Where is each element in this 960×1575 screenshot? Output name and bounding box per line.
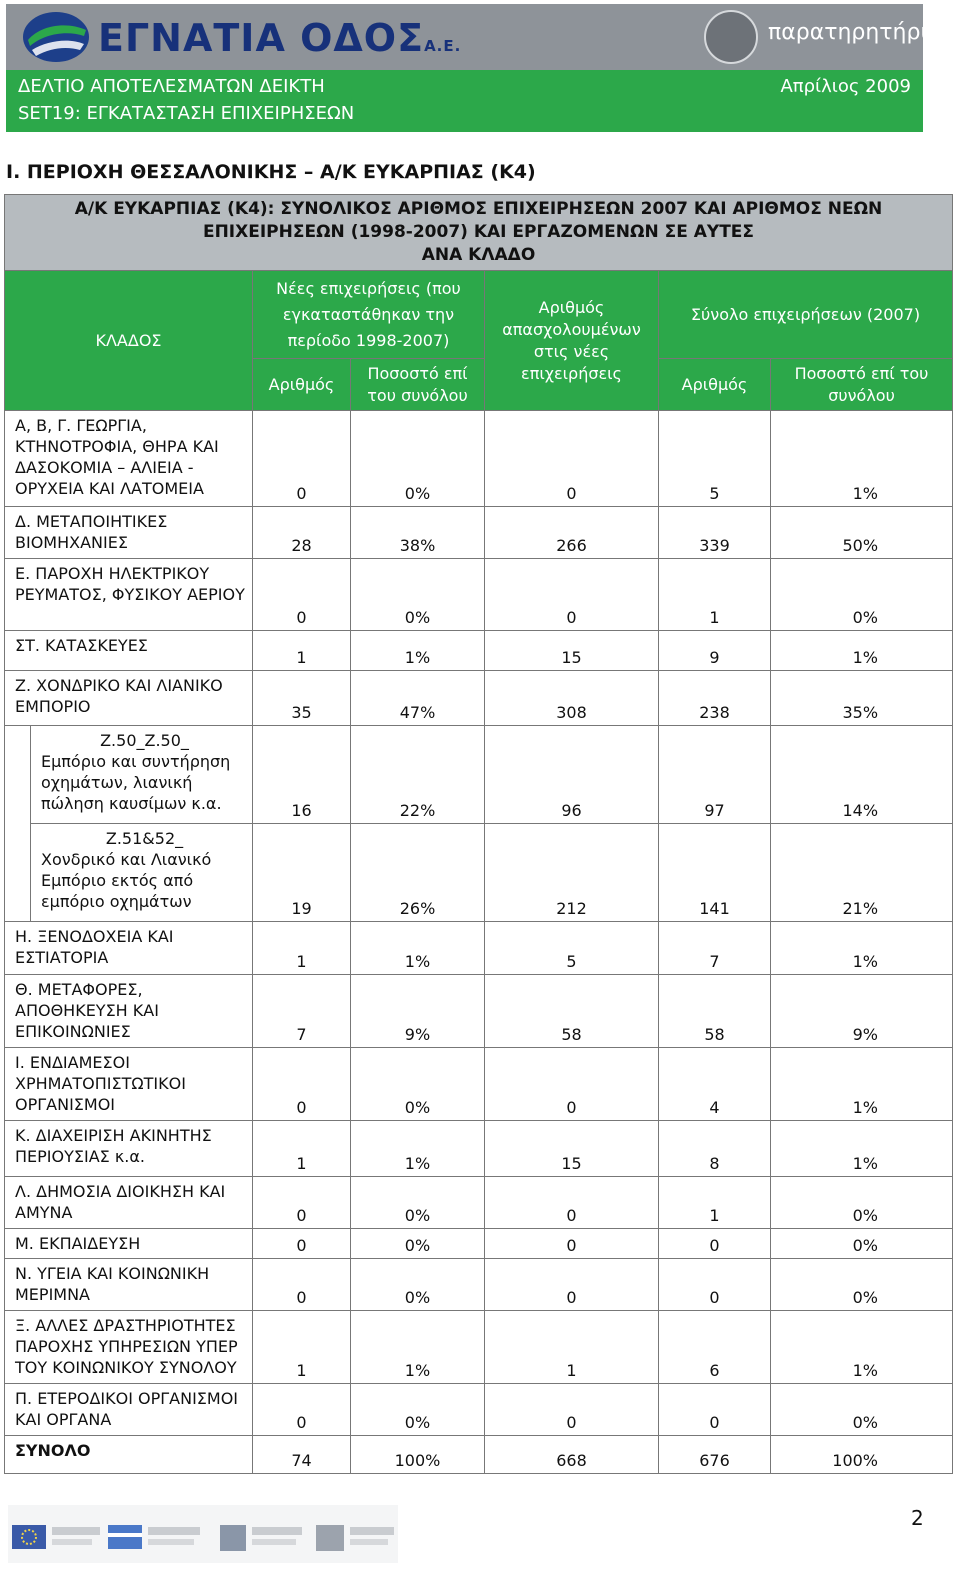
funding-logos-icon [8, 1503, 398, 1565]
table-row [5, 922, 953, 975]
cell-new-number: 1 [253, 631, 351, 671]
cell-employees: 212 [485, 824, 659, 922]
cell-new-number: 1 [253, 1311, 351, 1384]
cell-new-number: 0 [253, 1259, 351, 1311]
table-row [5, 411, 953, 507]
header-banner [6, 4, 942, 132]
section-title: I. ΠΕΡΙΟΧΗ ΘΕΣΣΑΛΟΝΙΚΗΣ – Α/Κ ΕΥΚΑΡΠΙΑΣ (Κ4) [6, 161, 536, 183]
table-row [5, 1048, 953, 1121]
cell-employees: 0 [485, 1384, 659, 1436]
cell-total-share: 1% [771, 1311, 953, 1384]
cell-new-share: 0% [351, 1177, 485, 1229]
observatory-label: παρατηρητήριο [768, 20, 942, 45]
header-employees: Αριθμός απασχολουμένων στις νέες επιχειρήσεις [485, 271, 659, 411]
table-row [5, 824, 953, 922]
cell-new-number: 0 [253, 411, 351, 507]
cell-new-share: 1% [351, 1311, 485, 1384]
cell-employees: 0 [485, 1229, 659, 1259]
row-label: Ε. ΠΑΡΟΧΗ ΗΛΕΚΤΡΙΚΟΥ ΡΕΥΜΑΤΟΣ, ΦΥΣΙΚΟΥ ΑΕΡΙΟΥ [5, 559, 253, 631]
header-new-share: Ποσοστό επί του συνόλου [351, 359, 485, 411]
table-row [5, 1384, 953, 1436]
cell-total-share: 9% [771, 975, 953, 1048]
cell-total-share: 14% [771, 726, 953, 824]
cell-employees: 308 [485, 671, 659, 726]
cell-total-share: 0% [771, 559, 953, 631]
total-row [5, 1436, 953, 1474]
row-label [31, 726, 253, 824]
cell-new-share: 1% [351, 922, 485, 975]
cell-employees: 96 [485, 726, 659, 824]
cell-new-share: 22% [351, 726, 485, 824]
header-total-number: Αριθμός [659, 359, 771, 411]
cell-new-number: 0 [253, 1384, 351, 1436]
caption-line: ΕΠΙΧΕΙΡΗΣΕΩΝ (1998-2007) ΚΑΙ ΕΡΓΑΖΟΜΕΝΩΝ ΣΕ ΑΥΤΕΣ [202, 222, 755, 242]
cell-employees: 0 [485, 411, 659, 507]
cell-employees: 15 [485, 1121, 659, 1177]
row-label-code: Ζ.50_Ζ.50_ [100, 731, 189, 750]
table-row [5, 631, 953, 671]
cell-total-share: 50% [771, 507, 953, 559]
cell-total-number: 5 [659, 411, 771, 507]
cell-total-number: 4 [659, 1048, 771, 1121]
cell-total-number: 8 [659, 1121, 771, 1177]
caption-line: Α/Κ ΕΥΚΑΡΠΙΑΣ (Κ4): ΣΥΝΟΛΙΚΟΣ ΑΡΙΘΜΟΣ ΕΠΙΧΕΙΡΗΣΕΩΝ 2007 ΚΑΙ ΑΡΙΘΜΟΣ ΝΕΩΝ [74, 199, 883, 219]
cell-total-share: 1% [771, 1048, 953, 1121]
cell-total-share: 100% [771, 1436, 953, 1474]
row-label: Θ. ΜΕΤΑΦΟΡΕΣ, ΑΠΟΘΗΚΕΥΣΗ ΚΑΙ ΕΠΙΚΟΙΝΩΝΙΕΣ [5, 975, 253, 1048]
egnatia-logo-icon [20, 10, 92, 64]
cell-total-share: 21% [771, 824, 953, 922]
row-label: Ξ. ΑΛΛΕΣ ΔΡΑΣΤΗΡΙΟΤΗΤΕΣ ΠΑΡΟΧΗΣ ΥΠΗΡΕΣΙΩΝ ΥΠΕΡ ΤΟΥ ΚΟΙΝΩΝΙΚΟΥ ΣΥΝΟΛΟΥ [5, 1311, 253, 1384]
cell-total-share: 0% [771, 1259, 953, 1311]
table-row [5, 1177, 953, 1229]
data-table-wrap [4, 194, 952, 1474]
cell-total-share: 1% [771, 631, 953, 671]
row-label: ΣΤ. ΚΑΤΑΣΚΕΥΕΣ [5, 631, 253, 671]
banner-top [6, 4, 942, 70]
logo-suffix: Α.Ε. [424, 37, 462, 55]
cell-new-share: 26% [351, 824, 485, 922]
cell-new-number: 16 [253, 726, 351, 824]
cell-new-number: 35 [253, 671, 351, 726]
cell-new-number: 74 [253, 1436, 351, 1474]
cell-new-number: 7 [253, 975, 351, 1048]
cell-employees: 0 [485, 1259, 659, 1311]
cell-new-share: 0% [351, 1229, 485, 1259]
cell-new-number: 0 [253, 1177, 351, 1229]
header-row-1 [5, 271, 953, 359]
row-label: Π. ΕΤΕΡΟΔΙΚΟΙ ΟΡΓΑΝΙΣΜΟΙ ΚΑΙ ΟΡΓΑΝΑ [5, 1384, 253, 1436]
cell-new-number: 19 [253, 824, 351, 922]
cell-total-share: 1% [771, 922, 953, 975]
cell-new-number: 1 [253, 1121, 351, 1177]
cell-total-number: 97 [659, 726, 771, 824]
bulletin-title: ΔΕΛΤΙΟ ΑΠΟΤΕΛΕΣΜΑΤΩΝ ΔΕΙΚΤΗ [18, 76, 325, 97]
cell-total-number: 238 [659, 671, 771, 726]
cell-new-share: 0% [351, 1259, 485, 1311]
cell-new-share: 38% [351, 507, 485, 559]
cell-total-number: 9 [659, 631, 771, 671]
row-label: Ι. ΕΝΔΙΑΜΕΣΟΙ ΧΡΗΜΑΤΟΠΙΣΤΩΤΙΚΟΙ ΟΡΓΑΝΙΣΜΟΙ [5, 1048, 253, 1121]
cell-total-number: 0 [659, 1259, 771, 1311]
row-label-text: Εμπόριο και συντήρηση οχημάτων, λιανική πώληση καυσίμων κ.α. [41, 752, 231, 813]
cell-employees: 668 [485, 1436, 659, 1474]
row-label: Η. ΞΕΝΟΔΟΧΕΙΑ ΚΑΙ ΕΣΤΙΑΤΟΡΙΑ [5, 922, 253, 975]
cell-new-number: 0 [253, 1048, 351, 1121]
cell-total-number: 1 [659, 559, 771, 631]
table-caption [5, 195, 953, 271]
cell-new-share: 0% [351, 411, 485, 507]
bulletin-date: Απρίλιος 2009 [780, 76, 911, 97]
row-label-text: Χονδρικό και Λιανικό Εμπόριο εκτός από εμπόριο οχημάτων [41, 850, 212, 911]
cell-total-number: 58 [659, 975, 771, 1048]
cell-total-number: 676 [659, 1436, 771, 1474]
row-label [31, 824, 253, 922]
header-new-number: Αριθμός [253, 359, 351, 411]
indent-spacer [5, 726, 31, 824]
row-label: Κ. ΔΙΑΧΕΙΡΙΣΗ ΑΚΙΝΗΤΗΣ ΠΕΡΙΟΥΣΙΑΣ κ.α. [5, 1121, 253, 1177]
table-row [5, 975, 953, 1048]
cell-employees: 0 [485, 1048, 659, 1121]
cell-total-number: 141 [659, 824, 771, 922]
cell-new-share: 100% [351, 1436, 485, 1474]
table-row [5, 1311, 953, 1384]
cell-new-share: 0% [351, 1048, 485, 1121]
caption-row [5, 195, 953, 271]
indent-spacer [5, 824, 31, 922]
row-label: Λ. ΔΗΜΟΣΙΑ ΔΙΟΙΚΗΣΗ ΚΑΙ ΑΜΥΝΑ [5, 1177, 253, 1229]
cell-total-number: 0 [659, 1229, 771, 1259]
cell-total-number: 339 [659, 507, 771, 559]
caption-line: ΑΝΑ ΚΛΑΔΟ [421, 245, 536, 265]
table-row [5, 507, 953, 559]
table-row [5, 1259, 953, 1311]
cell-total-number: 0 [659, 1384, 771, 1436]
cell-employees: 1 [485, 1311, 659, 1384]
table-row [5, 726, 953, 824]
row-label: Δ. ΜΕΤΑΠΟΙΗΤΙΚΕΣ ΒΙΟΜΗΧΑΝΙΕΣ [5, 507, 253, 559]
row-label-code: Ζ.51&52_ [105, 829, 184, 848]
cell-new-number: 28 [253, 507, 351, 559]
banner-bottom [6, 70, 923, 132]
cell-total-share: 1% [771, 411, 953, 507]
table-row [5, 671, 953, 726]
cell-employees: 5 [485, 922, 659, 975]
cell-total-number: 6 [659, 1311, 771, 1384]
cell-total-share: 0% [771, 1229, 953, 1259]
cell-total-share: 1% [771, 1121, 953, 1177]
row-label: Μ. ΕΚΠΑΙΔΕΥΣΗ [5, 1229, 253, 1259]
cell-new-number: 0 [253, 559, 351, 631]
cell-new-share: 1% [351, 631, 485, 671]
row-label: Ν. ΥΓΕΙΑ ΚΑΙ ΚΟΙΝΩΝΙΚΗ ΜΕΡΙΜΝΑ [5, 1259, 253, 1311]
cell-employees: 0 [485, 559, 659, 631]
cell-new-share: 0% [351, 1384, 485, 1436]
cell-new-share: 47% [351, 671, 485, 726]
cell-employees: 0 [485, 1177, 659, 1229]
cell-employees: 266 [485, 507, 659, 559]
row-label: Ζ. ΧΟΝΔΡΙΚΟ ΚΑΙ ΛΙΑΝΙΚΟ ΕΜΠΟΡΙΟ [5, 671, 253, 726]
header-sector: ΚΛΑΔΟΣ [5, 271, 253, 411]
row-label-total: ΣΥΝΟΛΟ [5, 1436, 253, 1474]
sector-table [4, 194, 953, 1474]
cell-new-share: 9% [351, 975, 485, 1048]
cell-employees: 15 [485, 631, 659, 671]
cell-total-share: 0% [771, 1177, 953, 1229]
cell-new-number: 0 [253, 1229, 351, 1259]
cell-total-share: 35% [771, 671, 953, 726]
header-new-businesses: Νέες επιχειρήσεις (που εγκαταστάθηκαν την περίοδο 1998-2007) [253, 271, 485, 359]
header-total-share: Ποσοστό επί του συνόλου [771, 359, 953, 411]
table-row [5, 1229, 953, 1259]
cell-new-share: 0% [351, 559, 485, 631]
cell-employees: 58 [485, 975, 659, 1048]
observatory-logo-icon [704, 10, 758, 64]
cell-new-number: 1 [253, 922, 351, 975]
indicator-title: SET19: ΕΓΚΑΤΑΣΤΑΣΗ ΕΠΙΧΕΙΡΗΣΕΩΝ [18, 103, 355, 124]
table-row [5, 1121, 953, 1177]
cell-total-share: 0% [771, 1384, 953, 1436]
cell-total-number: 1 [659, 1177, 771, 1229]
row-label: Α, Β, Γ. ΓΕΩΡΓΙΑ, ΚΤΗΝΟΤΡΟΦΙΑ, ΘΗΡΑ ΚΑΙ ΔΑΣΟΚΟΜΙΑ – ΑΛΙΕΙΑ - ΟΡΥΧΕΙΑ ΚΑΙ ΛΑΤΟΜΕΙΑ [5, 411, 253, 507]
header-total-businesses: Σύνολο επιχειρήσεων (2007) [659, 271, 953, 359]
logo-text [98, 16, 461, 60]
table-row [5, 559, 953, 631]
cell-new-share: 1% [351, 1121, 485, 1177]
page-number: 2 [911, 1506, 924, 1530]
cell-total-number: 7 [659, 922, 771, 975]
logo-title: ΕΓΝΑΤΙΑ ΟΔΟΣ [98, 16, 425, 60]
